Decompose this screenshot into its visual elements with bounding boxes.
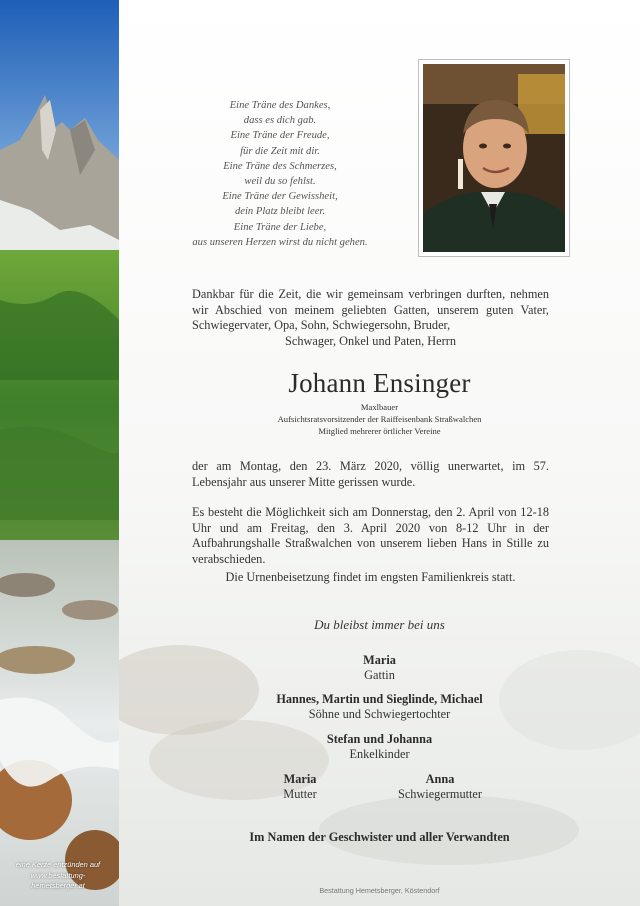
deceased-name: Johann Ensinger xyxy=(288,368,471,398)
deceased-nickname: Maxlbauer xyxy=(360,402,399,412)
family-relation: Mutter xyxy=(283,787,317,801)
poem-line: dass es dich gab. xyxy=(243,115,317,127)
family-names: Anna xyxy=(425,772,455,786)
poem-line: weil du so fehlst. xyxy=(244,176,316,188)
poem-line: für die Zeit mit dir. xyxy=(240,145,320,157)
family-names: Stefan und Johanna xyxy=(326,732,433,746)
candle-note-line: eine Kerze entzünden auf xyxy=(15,860,101,869)
poem-line: dein Platz bleibt leer. xyxy=(234,206,326,218)
urn-burial-info: Die Urnenbeisetzung findet im engsten Familienkreis statt. xyxy=(225,570,516,584)
poem-line: Eine Träne der Gewissheit, xyxy=(222,191,338,203)
poem-line: Eine Träne des Schmerzes, xyxy=(223,160,337,172)
poem-line: Eine Träne der Liebe, xyxy=(233,221,327,233)
farewell-info: Es besteht die Möglichkeit sich am Donnerstag, den 2. April von 12-18 Uhr und am Freitag, den 3. April 2020 von 8-12 Uhr in der Aufbahrungshalle Straßwalchen von unserem lieben Hans in Stille zu verabschieden. xyxy=(192,505,549,567)
funeral-home-footer: Bestattung Hemetsberger, Köstendorf xyxy=(319,886,440,895)
closing-line: Im Namen der Geschwister und aller Verwandten xyxy=(249,830,510,844)
poem-line: Eine Träne der Freude, xyxy=(230,130,330,142)
poem-line: Eine Träne des Dankes, xyxy=(229,100,331,111)
family-member xyxy=(119,692,640,722)
family-relation: Enkelkinder xyxy=(349,747,410,761)
family-member xyxy=(119,732,640,762)
intro-last-line: Schwager, Onkel und Paten, Herrn xyxy=(285,334,456,349)
candle-note-link[interactable]: www.bestattung- xyxy=(30,870,86,880)
family-member xyxy=(250,772,350,802)
deceased-role-2: Mitglied mehrerer örtlicher Vereine xyxy=(318,426,441,436)
candle-note xyxy=(8,860,108,892)
death-notice: der am Montag, den 23. März 2020, völlig unerwartet, im 57. Lebensjahr aus unserer Mitte gerissen wurde. xyxy=(192,459,549,489)
poem xyxy=(169,98,391,250)
intro-text xyxy=(192,287,549,350)
family-relation: Gattin xyxy=(364,668,395,682)
landscape-photo-strip xyxy=(0,0,119,906)
portrait-photo xyxy=(418,59,570,257)
candle-note-link[interactable]: hemetsberger.at xyxy=(31,881,85,890)
poem-line: aus unseren Herzen wirst du nicht gehen. xyxy=(192,236,368,248)
family-relation: Söhne und Schwiegertochter xyxy=(308,707,451,721)
deceased-role-1: Aufsichtsratsvorsitzender der Raiffeisenbank Straßwalchen xyxy=(277,414,482,424)
family-member xyxy=(385,772,495,802)
family-names: Maria xyxy=(363,653,396,667)
family-member xyxy=(119,653,640,683)
family-names: Maria xyxy=(283,772,317,786)
intro-body: Dankbar für die Zeit, die wir gemeinsam verbringen durften, nehmen wir Abschied von meinem geliebten Gatten, unserem guten Vater, Schwiegervater, Opa, Sohn, Schwiegersohn, Bruder, xyxy=(192,287,549,333)
family-names: Hannes, Martin und Sieglinde, Michael xyxy=(276,692,483,706)
family-relation: Schwiegermutter xyxy=(397,787,482,801)
remain-quote: Du bleibst immer bei uns xyxy=(314,617,445,632)
